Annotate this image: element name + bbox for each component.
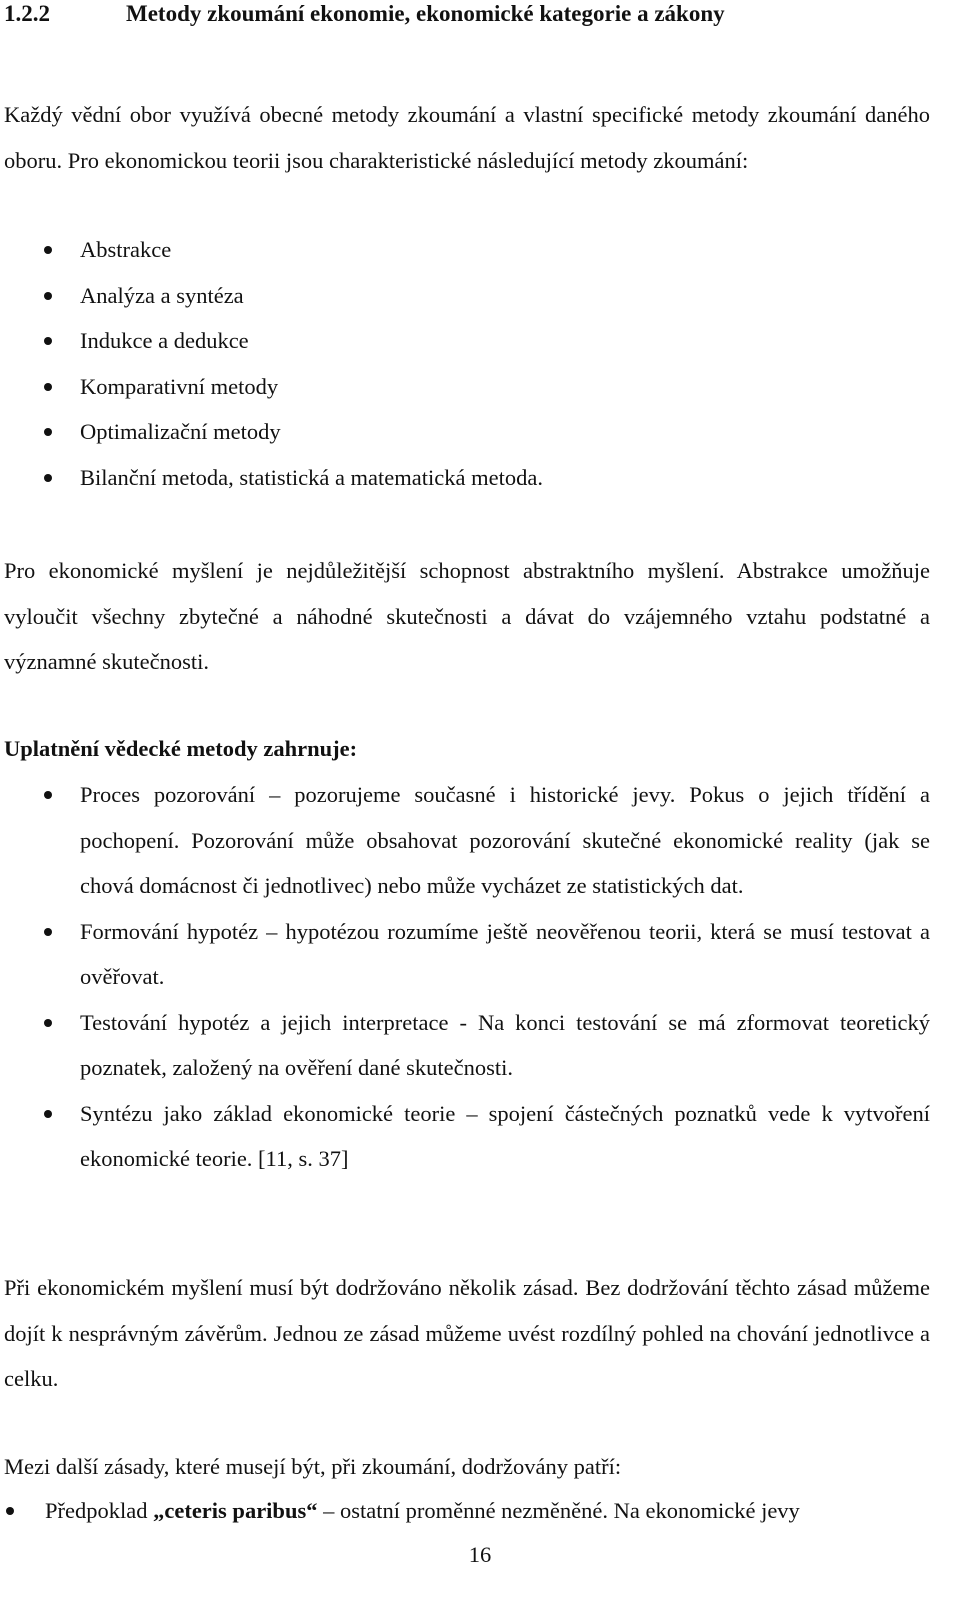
ceteris-term: „ceteris paribus“	[153, 1498, 318, 1523]
list-item: Testování hypotéz a jejich interpretace - Na konci testování se má zformovat teoretický poznatek, založený na ověření dané skutečnosti.	[0, 1000, 930, 1091]
abstraction-paragraph: Pro ekonomické myšlení je nejdůležitější schopnost abstraktního myšlení. Abstrakce umožňuje vyloučit všechny zbytečné a náhodné skutečnosti a dávat do vzájemného vztahu podstatné a významné skutečnosti.	[4, 558, 930, 674]
list-item: Proces pozorování – pozorujeme současné i historické jevy. Pokus o jejich třídění a pochopení. Pozorování může obsahovat pozorování skutečné ekonomické reality (jak se chová domácnost či jednotlivec) nebo může vycházet ze statistických dat.	[0, 772, 930, 909]
list-item: Abstrakce	[0, 227, 930, 273]
bullet-icon	[44, 1019, 52, 1027]
list-item	[0, 1488, 930, 1534]
section-number: 1.2.2	[4, 1, 50, 26]
scientific-steps-list	[0, 772, 930, 1182]
list-item: Formování hypotéz – hypotézou rozumíme ještě neověřenou teorii, která se musí testovat a ověřovat.	[0, 909, 930, 1000]
list-item: Optimalizační metody	[0, 409, 930, 455]
list-item: Indukce a dedukce	[0, 318, 930, 364]
list-item: Bilanční metoda, statistická a matematická metoda.	[0, 455, 930, 501]
methods-list	[0, 227, 930, 500]
bullet-icon	[6, 1507, 14, 1515]
other-principles-list	[0, 1488, 930, 1534]
list-item: Analýza a syntéza	[0, 273, 930, 319]
bullet-icon	[44, 292, 52, 300]
bullet-icon	[44, 383, 52, 391]
list-item: Syntézu jako základ ekonomické teorie – spojení částečných poznatků vede k vytvoření ekonomické teorie. [11, s. 37]	[0, 1091, 930, 1182]
page-number: 16	[468, 1542, 492, 1567]
bullet-icon	[44, 337, 52, 345]
bullet-icon	[44, 246, 52, 254]
other-principles-intro: Mezi další zásady, které musejí být, při zkoumání, dodržovány patří:	[4, 1454, 622, 1479]
bullet-icon	[44, 428, 52, 436]
bullet-icon	[44, 1110, 52, 1118]
principles-paragraph: Při ekonomickém myšlení musí být dodržováno několik zásad. Bez dodržování těchto zásad můžeme dojít k nesprávným závěrům. Jednou ze zásad můžeme uvést rozdílný pohled na chování jednotlivce a celku.	[4, 1275, 930, 1391]
list-item: Komparativní metody	[0, 364, 930, 410]
section-heading	[4, 0, 725, 28]
section-title: Metody zkoumání ekonomie, ekonomické kategorie a zákony	[126, 1, 725, 26]
intro-paragraph: Každý vědní obor využívá obecné metody zkoumání a vlastní specifické metody zkoumání daného oboru. Pro ekonomickou teorii jsou charakteristické následující metody zkoumání:	[4, 102, 930, 173]
ceteris-prefix: Předpoklad	[45, 1498, 154, 1523]
bullet-icon	[44, 474, 52, 482]
ceteris-suffix: – ostatní proměnné nezměněné. Na ekonomické jevy	[317, 1498, 800, 1523]
bullet-icon	[44, 928, 52, 936]
bullet-icon	[44, 791, 52, 799]
scientific-method-heading: Uplatnění vědecké metody zahrnuje:	[4, 736, 358, 761]
